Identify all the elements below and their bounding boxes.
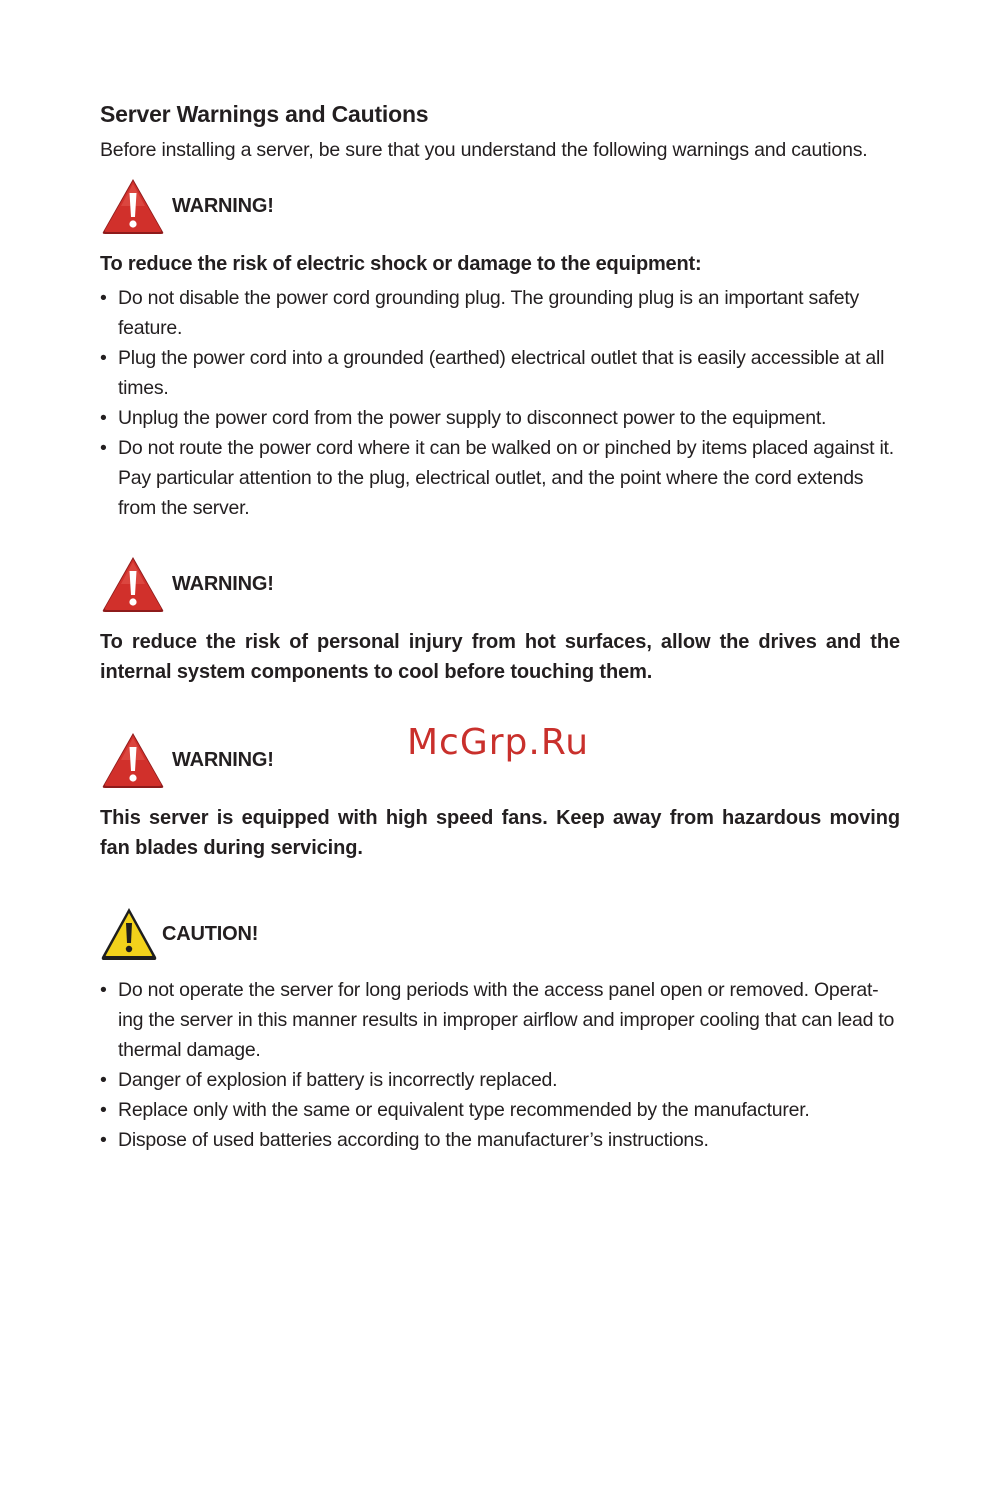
list-item: • Danger of explosion if battery is incorrectly replaced. [100, 1065, 900, 1095]
bullet-mark: • [100, 979, 107, 1001]
bullet-mark: • [100, 407, 107, 429]
list-item: • Do not operate the server for long periods with the access panel open or removed. Operat- ing the server in this manner results in improper airflow and improper cooling that can lead to thermal damage. [100, 975, 900, 1065]
caution-header [100, 903, 900, 965]
bullet-mark: • [100, 347, 107, 369]
warning-2-header [100, 553, 900, 615]
bullet-mark: • [100, 1099, 107, 1121]
bullet-mark: • [100, 1069, 107, 1091]
caution-label: CAUTION! [162, 922, 259, 945]
intro-text: Before installing a server, be sure that you understand the following warnings and cautions. [100, 139, 868, 161]
warning-triangle-icon [100, 176, 166, 236]
warning-triangle-icon [100, 730, 166, 790]
warning-1-label: WARNING! [172, 194, 274, 217]
page-title: Server Warnings and Cautions [100, 101, 429, 127]
list-item: • Replace only with the same or equivalent type recommended by the manufacturer. [100, 1095, 900, 1125]
list-item: • Unplug the power cord from the power supply to disconnect power to the equipment. [100, 403, 900, 433]
warning-1-header [100, 175, 900, 237]
warning-2-label: WARNING! [172, 572, 274, 595]
caution-triangle-icon [100, 906, 158, 962]
watermark: McGrp.Ru [407, 722, 590, 763]
warning-2-text: To reduce the risk of personal injury from hot surfaces, allow the drives and the internal system components to cool before touching them. [100, 631, 900, 683]
list-item: • Do not disable the power cord grounding plug. The grounding plug is an important safety feature. [100, 283, 900, 343]
warning-3-text: This server is equipped with high speed fans. Keep away from hazardous moving fan blades during servicing. [100, 807, 900, 859]
list-item: • Plug the power cord into a grounded (earthed) electrical outlet that is easily accessible at all times. [100, 343, 900, 403]
list-item: • Do not route the power cord where it can be walked on or pinched by items placed against it. Pay particular attention to the plug, electrical outlet, and the point where the cord extends from the server. [100, 433, 900, 523]
bullet-mark: • [100, 1129, 107, 1151]
list-item: • Dispose of used batteries according to the manufacturer’s instructions. [100, 1125, 900, 1155]
document-page [100, 98, 900, 1155]
caution-list [100, 975, 900, 1155]
bullet-mark: • [100, 287, 107, 309]
bullet-mark: • [100, 437, 107, 459]
warning-1-list [100, 283, 900, 523]
warning-triangle-icon [100, 554, 166, 614]
warning-1-lead: To reduce the risk of electric shock or damage to the equipment: [100, 253, 702, 275]
warning-3-label: WARNING! [172, 748, 274, 771]
